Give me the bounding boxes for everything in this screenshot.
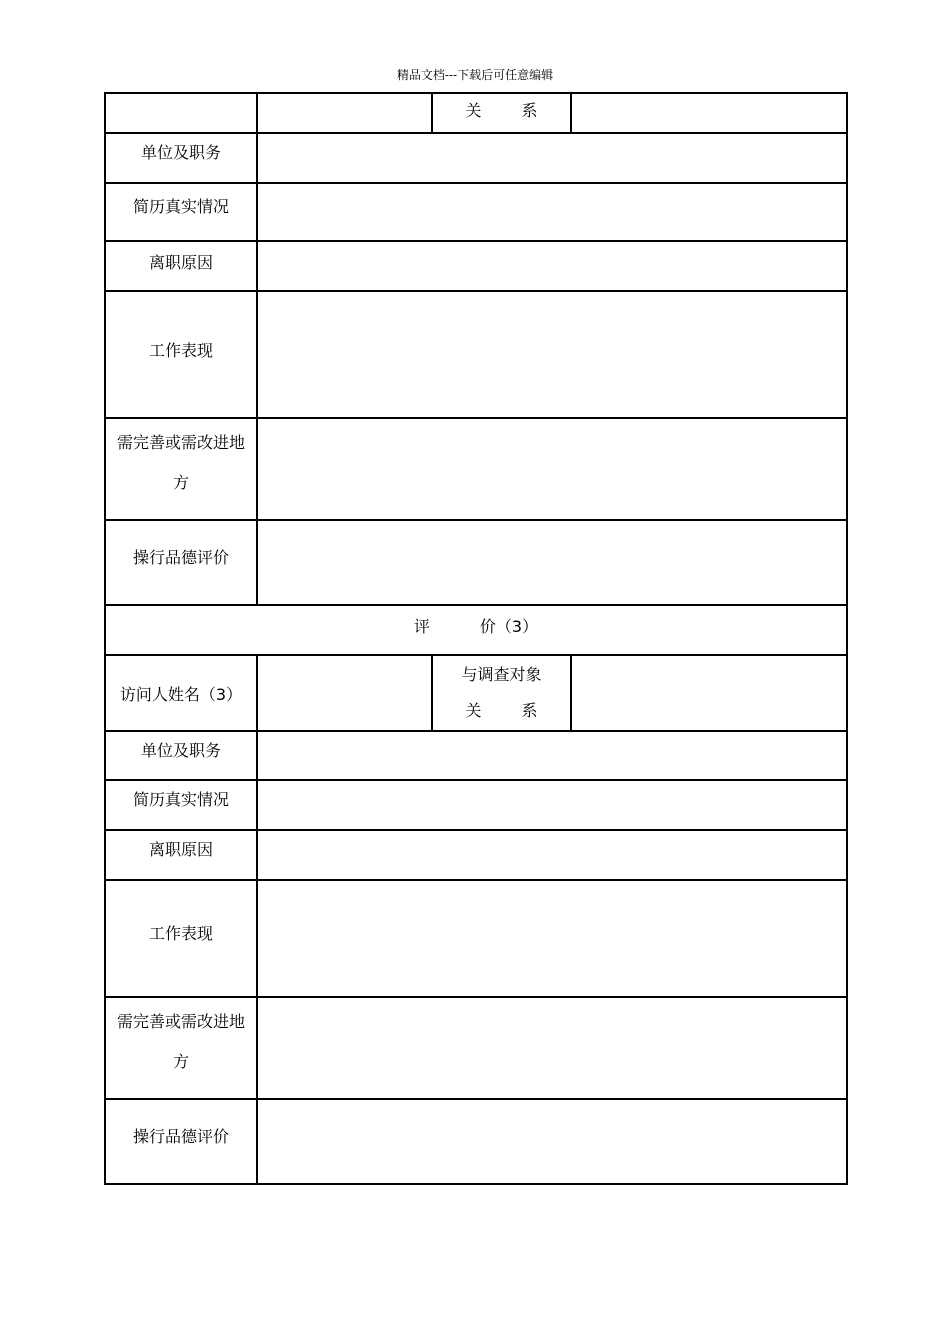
- work-performance-label: [105, 880, 257, 997]
- table-row: [105, 1099, 847, 1184]
- leave-reason-text: 离职原因: [148, 840, 213, 859]
- table-row: [105, 731, 847, 780]
- relation-label-b: 系: [521, 701, 538, 720]
- table-row: [105, 830, 847, 880]
- evaluation-section-title: [105, 605, 847, 655]
- page-header: 精品文档---下载后可任意编辑: [396, 68, 554, 82]
- reference-check-form: [104, 92, 848, 1185]
- conduct-text: 操行品德评价: [132, 548, 229, 567]
- table-row: [105, 133, 847, 183]
- improvement-label: [105, 418, 257, 520]
- resume-truth-text: 简历真实情况: [132, 790, 229, 809]
- improvement-text-line1: 需完善或需改进地: [116, 1012, 245, 1031]
- visitor-name-field[interactable]: [257, 655, 432, 731]
- unit-position-label: [105, 133, 257, 183]
- unit-position-text: 单位及职务: [140, 741, 221, 760]
- resume-truth-label: [105, 780, 257, 830]
- table-row: [105, 241, 847, 291]
- relation-label-a: 关: [465, 701, 482, 720]
- table-row: [105, 880, 847, 997]
- resume-truth-field[interactable]: [257, 780, 847, 830]
- relation-label-b: 系: [521, 101, 538, 120]
- resume-truth-field[interactable]: [257, 183, 847, 241]
- work-performance-label: [105, 291, 257, 418]
- improvement-text-line2: 方: [172, 1052, 189, 1071]
- visitor-name-label: 访问人姓名（3）: [119, 684, 243, 704]
- section-header-row: [105, 605, 847, 655]
- work-performance-field[interactable]: [257, 880, 847, 997]
- improvement-label: [105, 997, 257, 1099]
- leave-reason-label: [105, 830, 257, 880]
- relation-field[interactable]: [571, 93, 847, 133]
- table-row: [105, 997, 847, 1099]
- unit-position-field[interactable]: [257, 731, 847, 780]
- conduct-label: [105, 520, 257, 605]
- table-row: [105, 520, 847, 605]
- improvement-field[interactable]: [257, 997, 847, 1099]
- leave-reason-field[interactable]: [257, 830, 847, 880]
- table-row: [105, 183, 847, 241]
- visitor-name-label-cell: [105, 655, 257, 731]
- improvement-text-line2: 方: [172, 473, 189, 492]
- table-row: [105, 655, 847, 731]
- table-row: [105, 291, 847, 418]
- evaluation-title-b: 价（3）: [479, 617, 539, 636]
- improvement-text-line1: 需完善或需改进地: [116, 433, 245, 452]
- conduct-text: 操行品德评价: [132, 1127, 229, 1146]
- relation-label-cell: [432, 93, 571, 133]
- resume-truth-label: [105, 183, 257, 241]
- relation-field[interactable]: [571, 655, 847, 731]
- visitor-name-label-cell: [105, 93, 257, 133]
- improvement-field[interactable]: [257, 418, 847, 520]
- resume-truth-text: 简历真实情况: [132, 197, 229, 216]
- leave-reason-text: 离职原因: [148, 253, 213, 272]
- work-performance-text: 工作表现: [148, 341, 213, 360]
- table-row: [105, 93, 847, 133]
- relation-label-cell: [432, 655, 571, 731]
- leave-reason-label: [105, 241, 257, 291]
- work-performance-text: 工作表现: [148, 924, 213, 943]
- unit-position-label: [105, 731, 257, 780]
- conduct-field[interactable]: [257, 520, 847, 605]
- unit-position-field[interactable]: [257, 133, 847, 183]
- relation-label-a: 关: [465, 101, 482, 120]
- conduct-label: [105, 1099, 257, 1184]
- visitor-name-field[interactable]: [257, 93, 432, 133]
- table-row: [105, 780, 847, 830]
- leave-reason-field[interactable]: [257, 241, 847, 291]
- table-row: [105, 418, 847, 520]
- unit-position-text: 单位及职务: [140, 143, 221, 162]
- evaluation-title-a: 评: [413, 617, 430, 636]
- relation-label-line1: 与调查对象: [461, 665, 542, 684]
- work-performance-field[interactable]: [257, 291, 847, 418]
- conduct-field[interactable]: [257, 1099, 847, 1184]
